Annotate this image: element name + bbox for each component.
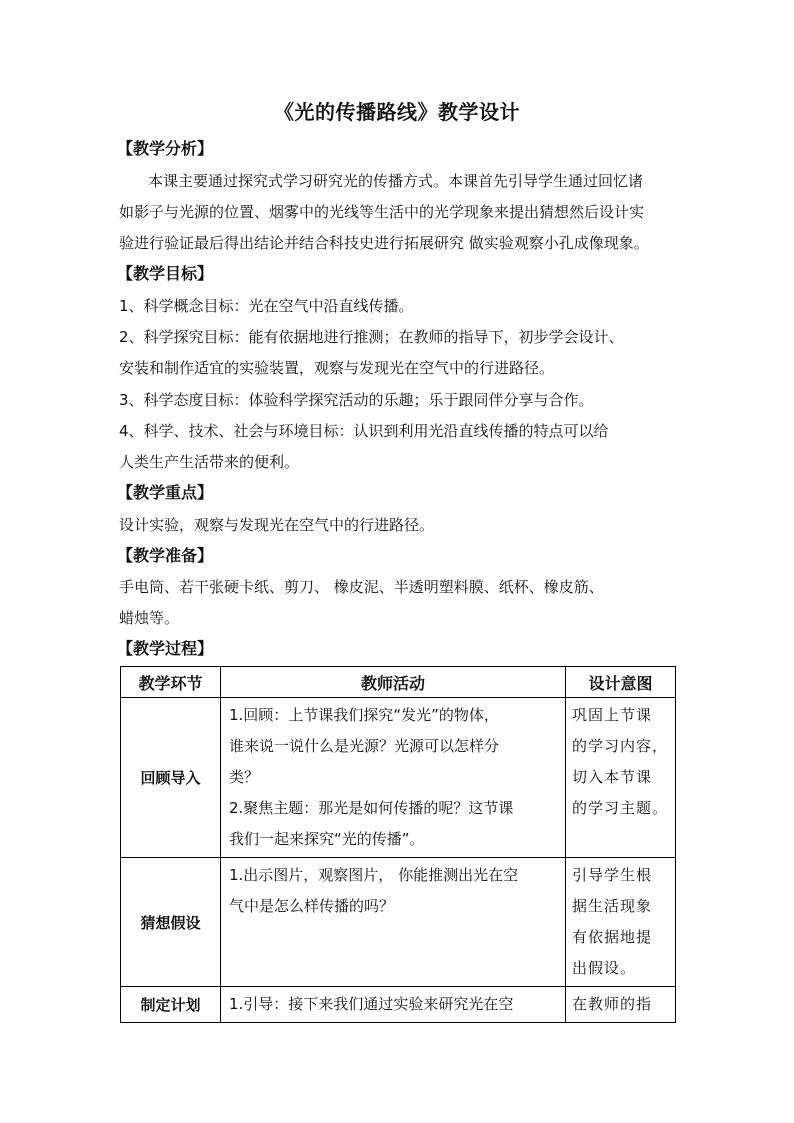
activity-cell bbox=[221, 987, 566, 1023]
activity-line: 1.出示图片，观察图片， 你能推测出光在空 bbox=[229, 866, 519, 884]
activity-line: 气中是怎么样传播的吗？ bbox=[229, 897, 395, 915]
intent-line: 引导学生根 bbox=[572, 866, 653, 884]
activity-cell bbox=[221, 858, 566, 987]
key-point-line: 设计实验，观察与发现光在空气中的行进路径。 bbox=[119, 516, 435, 534]
intent-cell bbox=[566, 987, 676, 1023]
section-heading-objectives: 【教学目标】 bbox=[117, 264, 214, 283]
intent-line: 出假设。 bbox=[572, 959, 637, 977]
activity-line: 谁来说一说什么是光源？光源可以怎样分 bbox=[229, 737, 500, 755]
intent-line: 在教师的指 bbox=[572, 995, 653, 1013]
activity-line: 2.聚焦主题：那光是如何传播的呢？这节课 bbox=[229, 799, 514, 817]
activity-line: 1.回顾：上节课我们探究“发光”的物体， bbox=[229, 706, 499, 724]
section-heading-key-points: 【教学重点】 bbox=[117, 483, 214, 502]
activity-line: 类？ bbox=[229, 768, 260, 786]
phase-cell: 制定计划 bbox=[121, 987, 221, 1023]
objective-line: 安装和制作适宜的实验装置，观察与发现光在空气中的行进路径。 bbox=[119, 359, 555, 377]
column-header: 教学环节 bbox=[121, 667, 221, 698]
objective-line: 人类生产生活带来的便利。 bbox=[119, 453, 300, 471]
analysis-line: 验进行验证最后得出结论并结合科技史进行拓展研究 做实验观察小孔成像现象。 bbox=[119, 234, 649, 252]
table-header-row bbox=[121, 667, 676, 698]
objective-line: 4、科学、技术、社会与环境目标：认识到利用光沿直线传播的特点可以给 bbox=[119, 422, 609, 440]
table-row bbox=[121, 698, 676, 858]
column-header: 教师活动 bbox=[221, 667, 566, 698]
process-table bbox=[120, 666, 676, 1023]
preparation-line: 手电筒、若干张硬卡纸、剪刀、 橡皮泥、半透明塑料膜、纸杯、橡皮筋、 bbox=[119, 578, 604, 596]
intent-line: 的学习内容， bbox=[572, 737, 669, 755]
section-heading-preparation: 【教学准备】 bbox=[117, 546, 214, 565]
intent-line: 切入本节课 bbox=[572, 768, 653, 786]
document-title: 《光的传播路线》教学设计 bbox=[274, 100, 520, 124]
objective-line: 3、科学态度目标：体验科学探究活动的乐趣；乐于跟同伴分享与合作。 bbox=[119, 391, 594, 409]
phase-cell: 回顾导入 bbox=[121, 698, 221, 858]
section-heading-analysis: 【教学分析】 bbox=[117, 139, 214, 158]
objective-line: 1、科学概念目标：光在空气中沿直线传播。 bbox=[119, 297, 414, 315]
intent-line: 有依据地提 bbox=[572, 928, 653, 946]
objective-line: 2、科学探究目标：能有依据地进行推测；在教师的指导下，初步学会设计、 bbox=[119, 328, 624, 346]
intent-cell bbox=[566, 698, 676, 858]
section-heading-process: 【教学过程】 bbox=[117, 639, 214, 658]
phase-cell: 猜想假设 bbox=[121, 858, 221, 987]
activity-cell bbox=[221, 698, 566, 858]
intent-line: 巩固上节课 bbox=[572, 706, 653, 724]
activity-line: 我们一起来探究“光的传播”。 bbox=[229, 830, 425, 848]
analysis-line: 如影子与光源的位置、烟雾中的光线等生活中的光学现象来提出猜想然后设计实 bbox=[119, 203, 645, 221]
activity-line: 1.引导：接下来我们通过实验来研究光在空 bbox=[229, 995, 514, 1013]
intent-line: 据生活现象 bbox=[572, 897, 653, 915]
table-row bbox=[121, 987, 676, 1023]
preparation-line: 蜡烛等。 bbox=[119, 609, 180, 627]
intent-cell bbox=[566, 858, 676, 987]
intent-line: 的学习主题。 bbox=[572, 799, 669, 817]
table-row bbox=[121, 858, 676, 987]
column-header: 设计意图 bbox=[566, 667, 676, 698]
analysis-line: 本课主要通过探究式学习研究光的传播方式。本课首先引导学生通过回忆诸 bbox=[148, 172, 644, 190]
